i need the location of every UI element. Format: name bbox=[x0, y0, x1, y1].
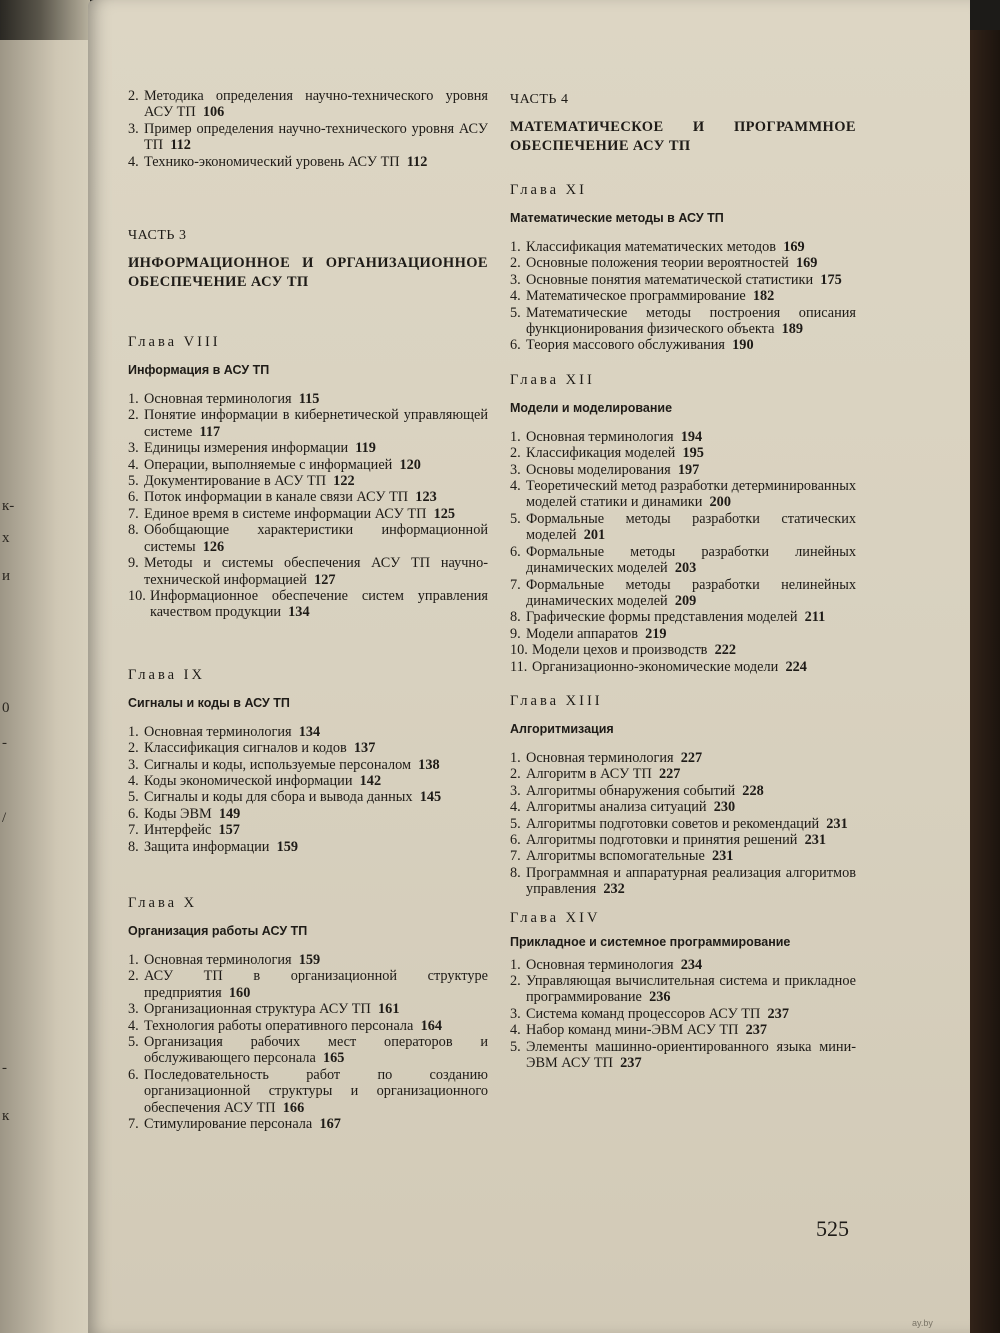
list-item: 8. Программная и аппаратурная реализация алгоритмов управления 232 bbox=[510, 864, 856, 898]
list-item: 10. Информационное обеспечение систем управления качеством продукции 134 bbox=[128, 587, 488, 621]
list-item: 7. Алгоритмы вспомогательные 231 bbox=[510, 848, 734, 865]
list-item: 4. Коды экономической информации 142 bbox=[128, 772, 382, 789]
list-item: 3. Система команд процессоров АСУ ТП 237 bbox=[510, 1005, 789, 1022]
list-item: 4. Теоретический метод разработки детерминированных моделей статики и динамики 200 bbox=[510, 478, 856, 511]
chapter-label: Глава XIV bbox=[510, 909, 601, 926]
chapter-title: Прикладное и системное программирование bbox=[510, 934, 791, 949]
chapter-title: Алгоритмизация bbox=[510, 721, 614, 736]
chapter-title: Модели и моделирование bbox=[510, 400, 673, 415]
list-item: 6. Теория массового обслуживания 190 bbox=[510, 337, 754, 354]
chapter-label: Глава IX bbox=[128, 666, 205, 683]
list-item: 4. Набор команд мини-ЭВМ АСУ ТП 237 bbox=[510, 1022, 768, 1039]
list-item: 7. Единое время в системе информации АСУ ТП 125 bbox=[128, 505, 456, 522]
list-item: 2. Методика определения научно-технического уровня АСУ ТП 106 bbox=[128, 88, 488, 121]
list-item: 5. Документирование в АСУ ТП 122 bbox=[128, 473, 355, 490]
list-item: 1. Основная терминология 115 bbox=[128, 391, 320, 408]
list-item: 2. Основные положения теории вероятностей 169 bbox=[510, 255, 818, 272]
part-label: ЧАСТЬ 3 bbox=[128, 228, 187, 244]
list-item: 4. Операции, выполняемые с информацией 120 bbox=[128, 456, 421, 473]
list-item: 7. Интерфейс 157 bbox=[128, 822, 240, 839]
page-number: 525 bbox=[816, 1216, 849, 1241]
list-item: 1. Классификация математических методов 169 bbox=[510, 239, 805, 255]
list-item: 11. Организационно-экономические модели 224 bbox=[510, 658, 807, 675]
part-title: МАТЕМАТИЧЕСКОЕ И ПРОГРАММНОЕ ОБЕСПЕЧЕНИЕ АСУ ТП bbox=[510, 119, 856, 154]
list-item: 6. Алгоритмы подготовки и принятия решений 231 bbox=[510, 831, 827, 848]
list-item: 1. Основная терминология 194 bbox=[510, 428, 703, 445]
prev-page-fragment: х bbox=[2, 530, 10, 546]
chapter-title: Сигналы и коды в АСУ ТП bbox=[128, 695, 290, 710]
prev-page-fragment: и bbox=[2, 568, 11, 584]
list-item: 4. Технико-экономический уровень АСУ ТП 112 bbox=[128, 153, 428, 170]
list-item: 1. Основная терминология 134 bbox=[128, 723, 321, 740]
list-item: 4. Технология работы оперативного персонала 164 bbox=[128, 1017, 443, 1034]
list-item: 8. Обобщающие характеристики информационной системы 126 bbox=[128, 522, 488, 555]
list-item: 7. Стимулирование персонала 167 bbox=[128, 1116, 341, 1133]
list-item: 7. Формальные методы разработки нелинейных динамических моделей 209 bbox=[510, 576, 856, 609]
list-item: 5. Организация рабочих мест операторов и обслуживающего персонала 165 bbox=[128, 1034, 488, 1067]
list-item: 9. Методы и системы обеспечения АСУ ТП научно-технической информацией 127 bbox=[128, 555, 488, 588]
list-item: 4. Алгоритмы анализа ситуаций 230 bbox=[510, 799, 736, 816]
list-item: 10. Модели цехов и производств 222 bbox=[510, 642, 737, 659]
left-column bbox=[128, 88, 488, 1132]
prev-page-fragment: 0 bbox=[2, 700, 10, 716]
part-label: ЧАСТЬ 4 bbox=[510, 92, 569, 107]
chapter-entries bbox=[510, 750, 856, 898]
watermark: ay.by bbox=[912, 1318, 933, 1328]
chapter-entries bbox=[128, 952, 488, 1132]
list-item: 5. Формальные методы разработки статических моделей 201 bbox=[510, 510, 856, 544]
list-item: 8. Графические формы представления моделей 211 bbox=[510, 609, 826, 626]
top-entries bbox=[128, 88, 488, 170]
prev-page-fragment: - bbox=[2, 1060, 7, 1076]
chapter-title: Информация в АСУ ТП bbox=[128, 363, 270, 378]
list-item: 5. Алгоритмы подготовки советов и рекомендаций 231 bbox=[510, 815, 848, 832]
list-item: 5. Элементы машинно-ориентированного языка мини-ЭВМ АСУ ТП 237 bbox=[510, 1038, 856, 1072]
list-item: 3. Основы моделирования 197 bbox=[510, 461, 700, 478]
chapter-entries bbox=[128, 724, 488, 855]
list-item: 5. Сигналы и коды для сбора и вывода данных 145 bbox=[128, 789, 442, 806]
chapter-label: Глава XI bbox=[510, 182, 587, 198]
list-item: 8. Защита информации 159 bbox=[128, 838, 299, 855]
list-item: 3. Основные понятия математической статистики 175 bbox=[510, 271, 842, 288]
list-item: 6. Поток информации в канале связи АСУ ТП 123 bbox=[128, 489, 437, 506]
chapter-label: Глава XIII bbox=[510, 692, 603, 709]
previous-page-edge bbox=[0, 40, 95, 1333]
list-item: 2. Понятие информации в кибернетической управляющей системе 117 bbox=[128, 407, 488, 440]
prev-page-fragment: / bbox=[2, 810, 7, 826]
chapter-label: Глава VIII bbox=[128, 334, 221, 351]
chapter-entries bbox=[510, 239, 856, 354]
chapter-entries bbox=[510, 957, 856, 1072]
list-item: 1. Основная терминология 227 bbox=[510, 749, 703, 766]
right-column bbox=[510, 92, 856, 1071]
chapter-entries bbox=[510, 429, 856, 675]
list-item: 3. Организационная структура АСУ ТП 161 bbox=[128, 1001, 400, 1018]
part-title: ИНФОРМАЦИОННОЕ И ОРГАНИЗАЦИОННОЕ ОБЕСПЕЧЕНИЕ АСУ ТП bbox=[128, 255, 488, 291]
list-item: 6. Последовательность работ по созданию организационной структуры и организационного обеспечения АСУ ТП 166 bbox=[128, 1066, 488, 1116]
list-item: 3. Алгоритмы обнаружения событий 228 bbox=[510, 782, 764, 799]
list-item: 4. Математическое программирование 182 bbox=[510, 288, 775, 305]
list-item: 3. Пример определения научно-технического уровня АСУ ТП 112 bbox=[128, 120, 488, 154]
chapter-title: Организация работы АСУ ТП bbox=[128, 923, 308, 938]
list-item: 5. Математические методы построения описания функционирования физического объекта 189 bbox=[510, 304, 856, 338]
list-item: 2. Классификация сигналов и кодов 137 bbox=[128, 740, 376, 757]
list-item: 2. АСУ ТП в организационной структуре предприятия 160 bbox=[128, 968, 488, 1001]
list-item: 9. Модели аппаратов 219 bbox=[510, 625, 667, 642]
prev-page-fragment: к bbox=[2, 1108, 10, 1124]
list-item: 2. Алгоритм в АСУ ТП 227 bbox=[510, 766, 681, 783]
list-item: 1. Основная терминология 234 bbox=[510, 956, 703, 973]
list-item: 2. Классификация моделей 195 bbox=[510, 445, 704, 462]
list-item: 2. Управляющая вычислительная система и прикладное программирование 236 bbox=[510, 973, 856, 1006]
prev-page-fragment: - bbox=[2, 735, 7, 751]
list-item: 6. Формальные методы разработки линейных динамических моделей 203 bbox=[510, 543, 856, 577]
list-item: 3. Сигналы и коды, используемые персоналом 138 bbox=[128, 756, 440, 773]
list-item: 1. Основная терминология 159 bbox=[128, 951, 321, 968]
chapter-label: Глава XII bbox=[510, 371, 595, 388]
list-item: 6. Коды ЭВМ 149 bbox=[128, 805, 241, 822]
list-item: 3. Единицы измерения информации 119 bbox=[128, 440, 376, 457]
chapter-title: Математические методы в АСУ ТП bbox=[510, 211, 724, 225]
chapter-label: Глава X bbox=[128, 894, 198, 911]
prev-page-fragment: к- bbox=[2, 498, 15, 514]
chapter-entries bbox=[128, 391, 488, 621]
